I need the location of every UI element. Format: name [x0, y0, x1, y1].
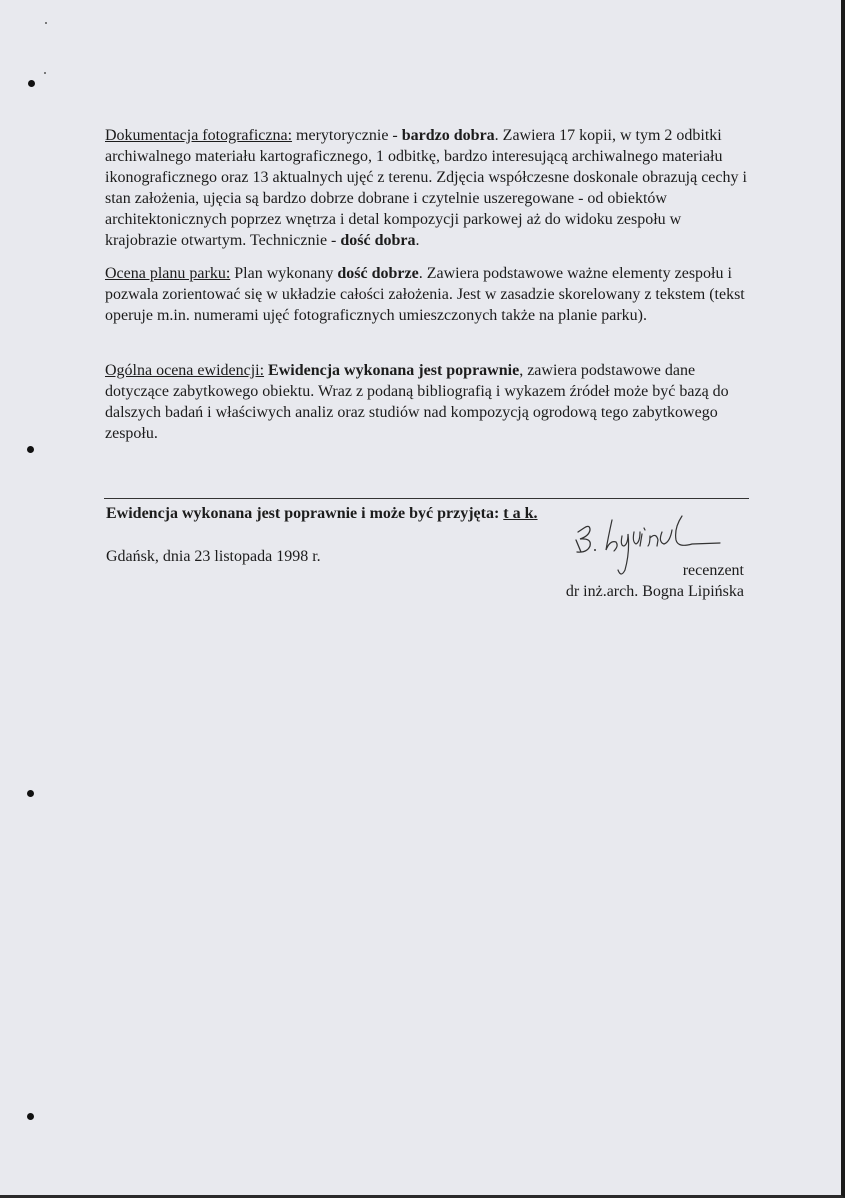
scan-speck	[45, 22, 47, 24]
punch-hole-mark	[27, 446, 34, 453]
conclusion-answer: t a k.	[503, 505, 538, 522]
conclusion-line	[106, 505, 538, 523]
paragraph-photo-documentation: Dokumentacja fotograficzna: merytorycznie - bardzo dobra. Zawiera 17 kopii, w tym 2 odbitki archiwalnego materiału kartograficznego, 1 odbitkę, bardzo interesującą archiwalnego materiału ikonograficznego oraz 13 aktualnych ujęć z terenu. Zdjęcia współczesne doskonale obrazują cechy i stan założenia, ujęcia są bardzo dobrze dobrane i czytelnie uszeregowane - od obiektów architektonicznych poprzez wnętrza i detal kompozycji parkowej aż do widoku zespołu w krajobrazie otwartym. Technicznie - dość dobra.	[105, 127, 747, 249]
reviewer-name: dr inż.arch. Bogna Lipińska	[565, 583, 744, 600]
reviewer-role: recenzent	[682, 562, 744, 579]
heading-photo-documentation: Dokumentacja fotograficzna:	[105, 127, 293, 144]
paragraph-overall-evaluation: Ogólna ocena ewidencji: Ewidencja wykonana jest poprawnie, zawiera podstawowe dane dotyczące zabytkowego obiektu. Wraz z podaną bibliografią i wykazem źródeł może być bazą do dalszych badań i właściwych analiz oraz studiów nad kompozycją ogrodową tego zabytkowego zespołu.	[105, 362, 729, 442]
scan-speck	[44, 72, 46, 74]
paragraph-park-plan: Ocena planu parku: Plan wykonany dość dobrze. Zawiera podstawowe ważne elementy zespołu i pozwala zorientować się w układzie całości założenia. Jest w zasadzie skorelowany z tekstem (tekst operuje m.in. numerami ujęć fotograficznych umieszczonych także na planie parku).	[105, 265, 745, 324]
heading-park-plan: Ocena planu parku:	[105, 265, 231, 282]
punch-hole-mark	[28, 80, 35, 87]
date-line: Gdańsk, dnia 23 listopada 1998 r.	[106, 548, 321, 565]
conclusion-text: Ewidencja wykonana jest poprawnie i może być przyjęta:	[106, 505, 504, 522]
punch-hole-mark	[27, 1113, 34, 1120]
punch-hole-mark	[27, 790, 34, 797]
divider-line	[104, 498, 749, 499]
heading-overall-evaluation: Ogólna ocena ewidencji:	[105, 362, 265, 379]
